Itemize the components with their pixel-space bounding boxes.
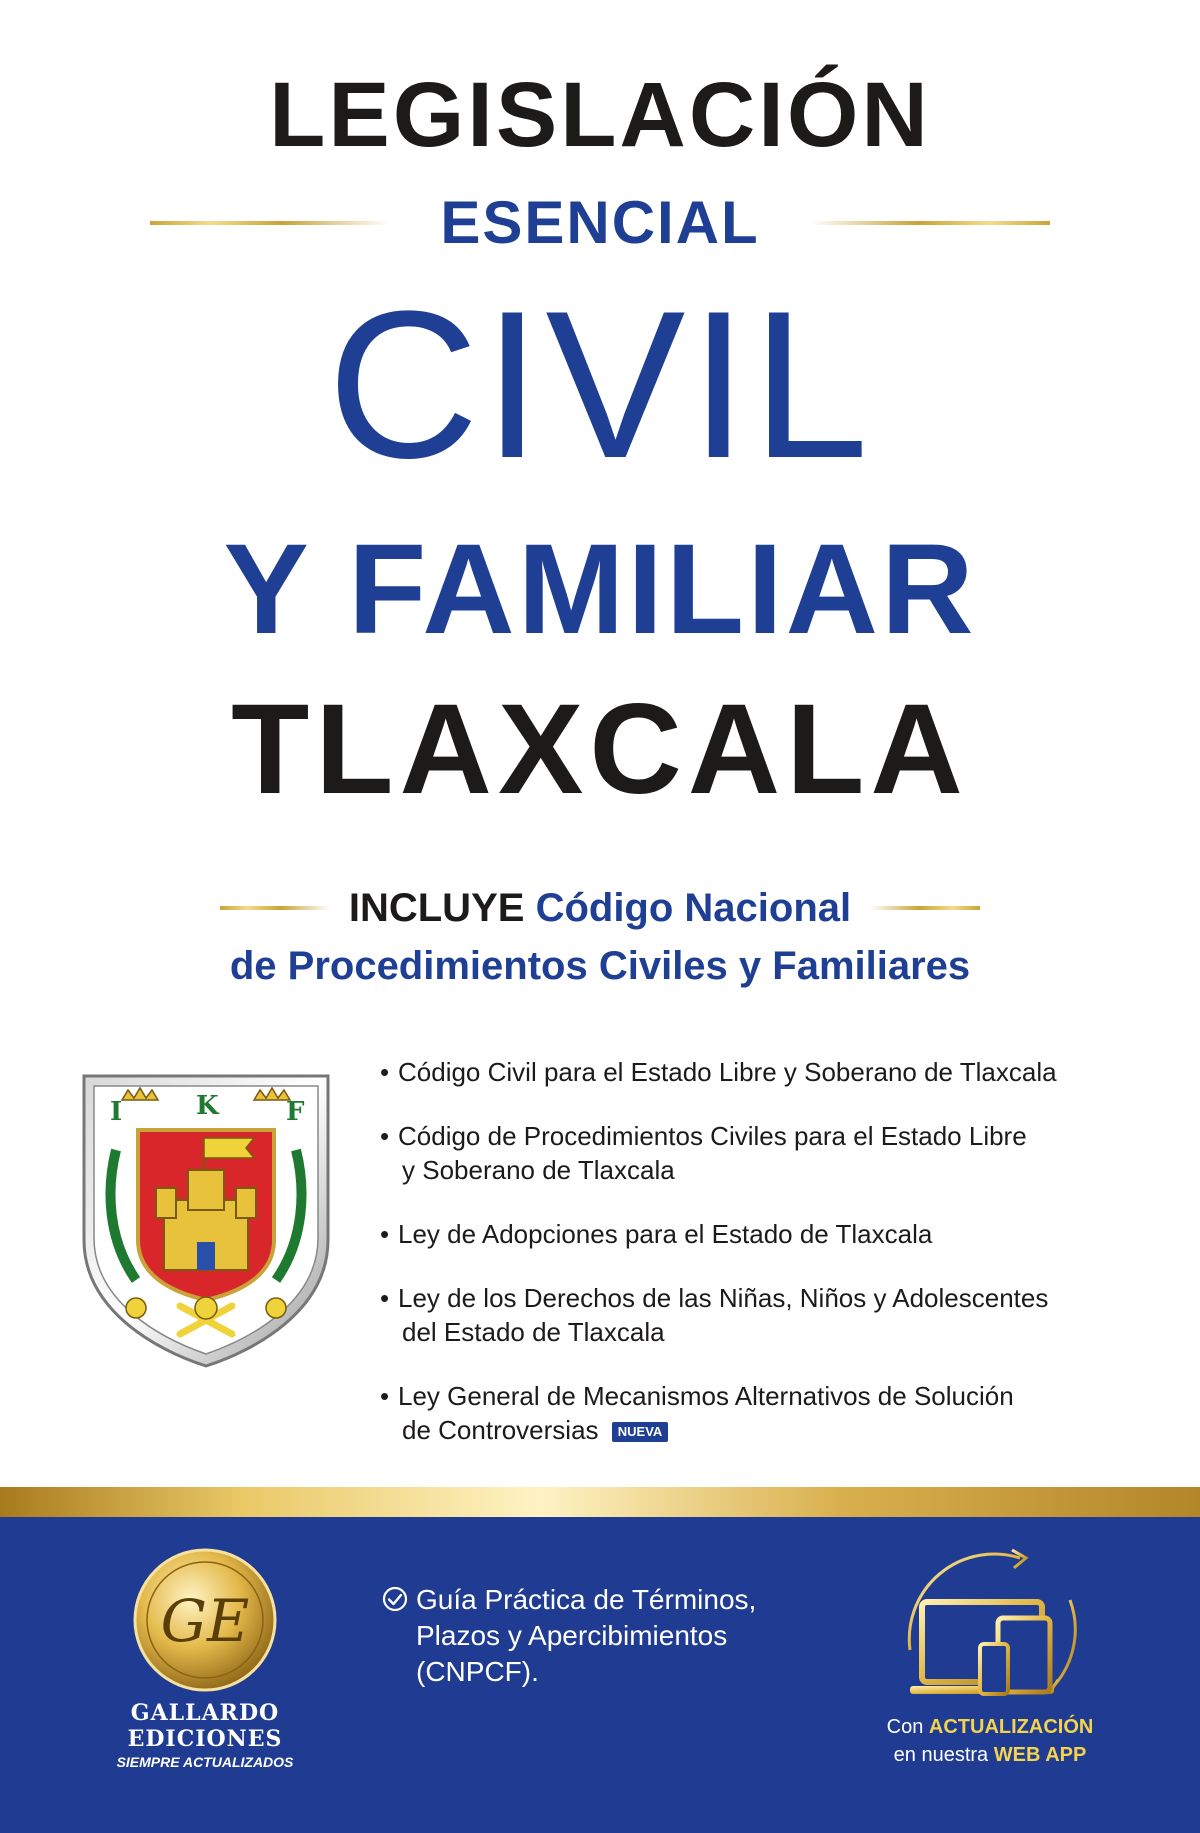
bullet-icon: • (380, 1121, 390, 1151)
law-item (380, 1379, 1180, 1447)
gold-divider-right-small (870, 906, 980, 910)
check-circle-icon (382, 1586, 408, 1612)
publisher-name-line2: EDICIONES (127, 1726, 283, 1752)
esencial-row (0, 188, 1200, 258)
update-line1 (840, 1714, 1140, 1740)
title-legislacion: LEGISLACIÓN (269, 64, 931, 166)
law-list (380, 1055, 1180, 1477)
law-item (380, 1119, 1180, 1187)
update-line2 (840, 1742, 1140, 1768)
title-familiar: Y FAMILIAR (223, 518, 977, 661)
law-item-line1: Ley de Adopciones para el Estado de Tlaxcala (398, 1219, 933, 1249)
law-item-line2-wrap (398, 1413, 1180, 1447)
update-highlight1: ACTUALIZACIÓN (928, 1716, 1094, 1738)
law-item (380, 1281, 1180, 1349)
subtitle-esencial: ESENCIAL (440, 189, 760, 256)
new-badge: NUEVA (612, 1422, 669, 1442)
gold-divider-right (810, 221, 1050, 225)
bullet-icon: • (380, 1219, 390, 1249)
publisher-logo-icon (130, 1545, 280, 1695)
title-state: TLAXCALA (231, 678, 969, 821)
update-prefix2: en nuestra (893, 1744, 989, 1766)
guide-block (382, 1582, 842, 1690)
law-item-line2: del Estado de Tlaxcala (402, 1317, 665, 1347)
gold-band (0, 1487, 1200, 1517)
includes-title-line1: Código Nacional (535, 886, 852, 930)
includes-label: INCLUYE (348, 886, 525, 930)
includes-heading (0, 880, 1200, 936)
update-highlight2: WEB APP (993, 1744, 1087, 1766)
law-item-line2: de Controversias (402, 1415, 599, 1445)
guide-line2: Plazos y Apercibimientos (416, 1620, 728, 1651)
publisher-monogram: GE (160, 1587, 250, 1655)
coat-letter-k: K (196, 1091, 219, 1121)
law-item (380, 1217, 1180, 1251)
includes-title-line2: de Procedimientos Civiles y Familiares (229, 944, 971, 988)
bullet-icon: • (380, 1057, 390, 1087)
update-prefix: Con (886, 1716, 924, 1738)
coat-letter-f: F (286, 1097, 305, 1127)
publisher-name (60, 1700, 350, 1752)
bullet-icon: • (380, 1381, 390, 1411)
guide-text (382, 1582, 842, 1690)
title-civil: CIVIL (327, 267, 873, 502)
devices-sync-icon (880, 1540, 1100, 1715)
law-item-line1: Ley General de Mecanismos Alternativos de Solución (398, 1381, 1014, 1411)
includes-row (0, 880, 1200, 940)
law-item-line1: Código Civil para el Estado Libre y Soberano de Tlaxcala (398, 1057, 1057, 1087)
guide-line1: Guía Práctica de Términos, (416, 1584, 757, 1615)
law-item-line1: Ley de los Derechos de las Niñas, Niños y Adolescentes (398, 1283, 1049, 1313)
publisher-slogan: SIEMPRE ACTUALIZADOS (116, 1754, 294, 1770)
guide-line3: (CNPCF). (416, 1656, 539, 1687)
tlaxcala-coat-of-arms-icon (76, 1070, 336, 1370)
law-item-line1: Código de Procedimientos Civiles para el Estado Libre (398, 1121, 1027, 1151)
law-item-line2: y Soberano de Tlaxcala (402, 1155, 675, 1185)
publisher-name-line1: GALLARDO (130, 1700, 280, 1726)
bullet-icon: • (380, 1283, 390, 1313)
coat-letter-i: I (110, 1097, 123, 1127)
law-item (380, 1055, 1180, 1089)
